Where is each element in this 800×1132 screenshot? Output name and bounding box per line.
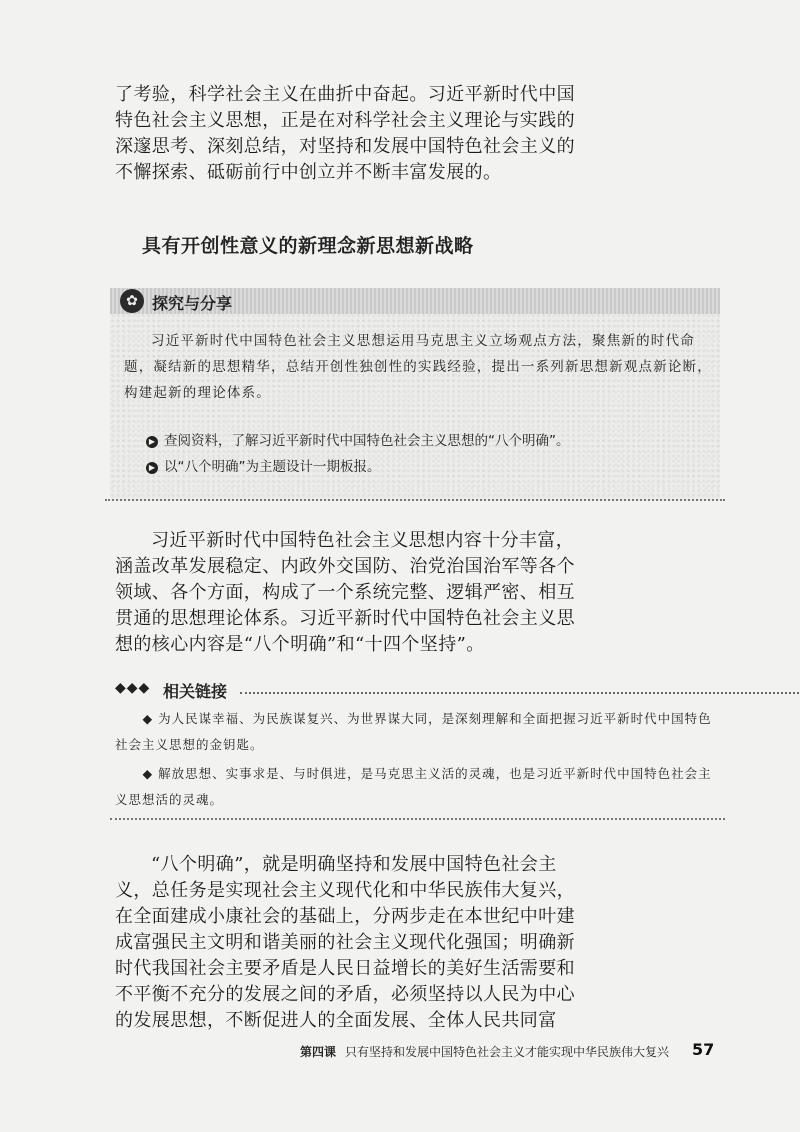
explore-divider xyxy=(105,499,725,501)
body-paragraph-1: 了考验，科学社会主义在曲折中奋起。习近平新时代中国特色社会主义思想，正是在对科学社会主义理论与实践的深邃思考、深刻总结，对坚持和发展中国特色社会主义的不懈探索、砥砺前行中创立并不断丰富发展的。 xyxy=(115,84,575,183)
page-number: 57 xyxy=(692,1040,715,1059)
arrow-bullet-icon: ▶ xyxy=(146,462,158,474)
explore-task-2-text: 以“八个明确”为主题设计一期板报。 xyxy=(164,459,381,475)
body-paragraph-2: 习近平新时代中国特色社会主义思想内容十分丰富，涵盖改革发展稳定、内政外交国防、治党治国治军等各个领域、各个方面，构成了一个系统完整、逻辑严密、相互贯通的思想理论体系。习近平新时代中国特色社会主义思想的核心内容是“八个明确”和“十四个坚持”。 xyxy=(115,530,575,655)
footer-title: 只有坚持和发展中国特色社会主义才能实现中华民族伟大复兴 xyxy=(345,1045,670,1059)
body-paragraph-3: “八个明确”，就是明确坚持和发展中国特色社会主义，总任务是实现社会主义现代化和中华民族伟大复兴，在全面建成小康社会的基础上，分两步走在本世纪中叶建成富强民主文明和谐美丽的社会主义现代化强国；明确新时代我国社会主要矛盾是人民日益增长的美好生活需要和不平衡不充分的发展之间的矛盾，必须坚持以人民为中心的发展思想，不断促进人的全面发展、全体人民共同富 xyxy=(115,854,575,1031)
explore-badge-icon: ✿ xyxy=(120,289,144,313)
explore-share-header xyxy=(110,288,720,314)
explore-share-text: 习近平新时代中国特色社会主义思想运用马克思主义立场观点方法，聚焦新的时代命题，凝结新的思想精华，总结开创性独创性的实践经验，提出一系列新思想新观点新论断，构建起新的理论体系。 xyxy=(124,333,712,401)
explore-task-1 xyxy=(146,429,570,449)
related-link-item-2: ◆ 解放思想、实事求是、与时俱进，是马克思主义活的灵魂，也是习近平新时代中国特色社会主义思想活的灵魂。 xyxy=(115,766,712,807)
arrow-bullet-icon: ▶ xyxy=(146,436,158,448)
explore-share-title: 探究与分享 xyxy=(152,294,233,313)
related-links-header-divider xyxy=(240,692,800,694)
section-heading: 具有开创性意义的新理念新思想新战略 xyxy=(142,235,474,257)
related-link-item-1: ◆ 为人民谋幸福、为民族谋复兴、为世界谋大同，是深刻理解和全面把握习近平新时代中国特色社会主义思想的金钥匙。 xyxy=(115,711,712,752)
related-links-divider xyxy=(110,818,725,820)
diamond-bullets-icon: ◆◆◆ xyxy=(115,680,151,696)
footer-chapter: 第四课 xyxy=(300,1045,337,1059)
explore-task-2 xyxy=(146,455,381,475)
related-links-header xyxy=(115,680,725,702)
explore-task-1-text: 查阅资料，了解习近平新时代中国特色社会主义思想的“八个明确”。 xyxy=(164,433,570,449)
explore-share-box xyxy=(110,288,720,500)
related-links-title: 相关链接 xyxy=(163,682,228,701)
